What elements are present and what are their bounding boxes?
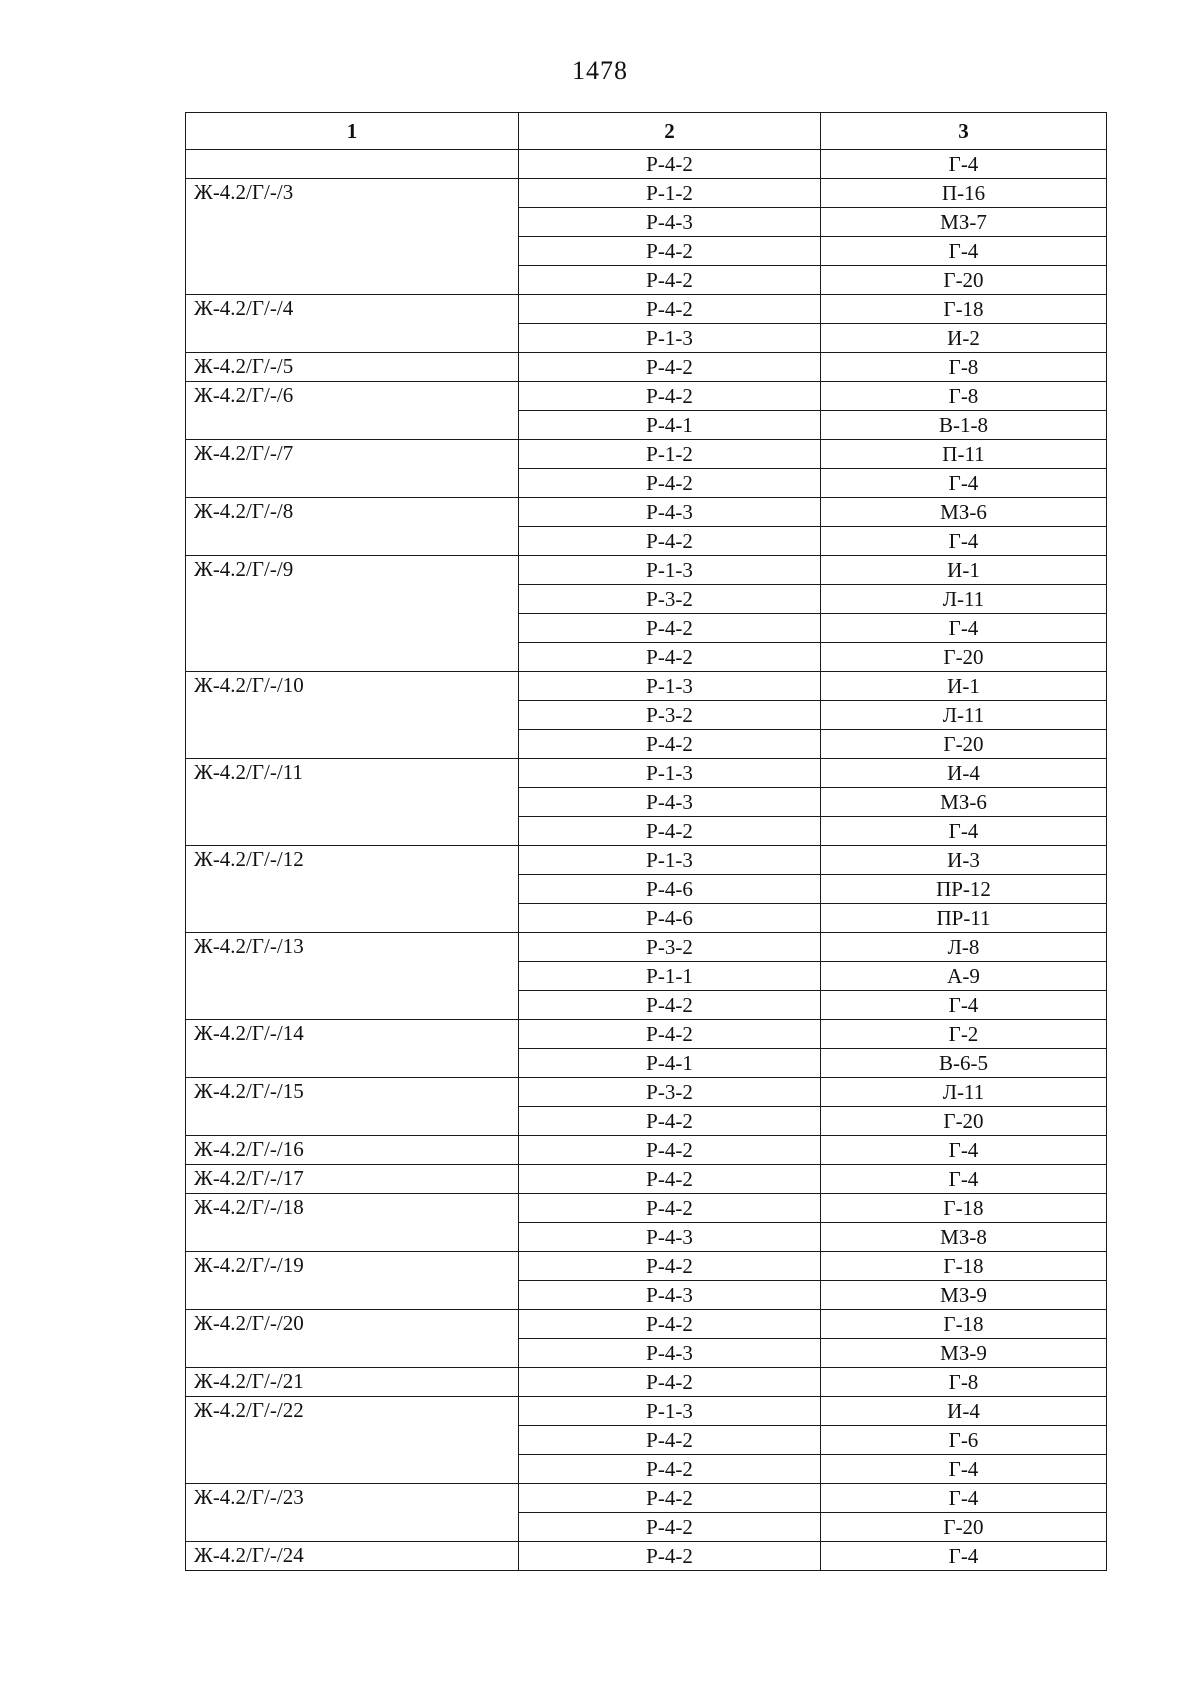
column-2-cell: Р-1-2 <box>519 179 821 208</box>
column-3-cell: Г-4 <box>821 1165 1107 1194</box>
row-key-cell: Ж-4.2/Г/-/22 <box>186 1397 519 1484</box>
table-row <box>186 1368 1107 1397</box>
table-header <box>186 113 1107 150</box>
column-3-cell: Г-4 <box>821 817 1107 846</box>
table-row <box>186 295 1107 324</box>
row-key-cell: Ж-4.2/Г/-/14 <box>186 1020 519 1078</box>
column-3-cell: Г-4 <box>821 237 1107 266</box>
row-key-cell: Ж-4.2/Г/-/18 <box>186 1194 519 1252</box>
table-row <box>186 179 1107 208</box>
column-2-cell: Р-4-3 <box>519 788 821 817</box>
column-2-cell: Р-1-3 <box>519 672 821 701</box>
table-row <box>186 1165 1107 1194</box>
table-body <box>186 150 1107 1571</box>
column-3-cell: И-2 <box>821 324 1107 353</box>
column-2-cell: Р-4-2 <box>519 237 821 266</box>
column-3-cell: Г-18 <box>821 1310 1107 1339</box>
column-2-cell: Р-4-2 <box>519 643 821 672</box>
data-table <box>185 112 1107 1571</box>
row-key-cell: Ж-4.2/Г/-/15 <box>186 1078 519 1136</box>
row-key-cell: Ж-4.2/Г/-/17 <box>186 1165 519 1194</box>
column-3-cell: П-11 <box>821 440 1107 469</box>
table-row <box>186 1310 1107 1339</box>
table-row <box>186 382 1107 411</box>
column-2-cell: Р-4-3 <box>519 1223 821 1252</box>
column-3-cell: Г-4 <box>821 1542 1107 1571</box>
column-2-cell: Р-4-2 <box>519 150 821 179</box>
column-3-cell: Г-20 <box>821 1513 1107 1542</box>
row-key-cell: Ж-4.2/Г/-/7 <box>186 440 519 498</box>
column-2-cell: Р-4-2 <box>519 1194 821 1223</box>
column-3-cell: МЗ-6 <box>821 788 1107 817</box>
row-key-cell: Ж-4.2/Г/-/13 <box>186 933 519 1020</box>
column-3-cell: А-9 <box>821 962 1107 991</box>
column-3-cell: ПР-12 <box>821 875 1107 904</box>
row-key-cell: Ж-4.2/Г/-/23 <box>186 1484 519 1542</box>
column-3-cell: Л-11 <box>821 701 1107 730</box>
column-2-cell: Р-4-6 <box>519 904 821 933</box>
column-3-cell: ПР-11 <box>821 904 1107 933</box>
column-2-cell: Р-1-3 <box>519 759 821 788</box>
table-row <box>186 1078 1107 1107</box>
column-2-cell: Р-4-2 <box>519 469 821 498</box>
table-row <box>186 933 1107 962</box>
column-2-cell: Р-4-2 <box>519 1542 821 1571</box>
header-row <box>186 113 1107 150</box>
column-3-cell: И-4 <box>821 1397 1107 1426</box>
table-row <box>186 1020 1107 1049</box>
column-2-cell: Р-3-2 <box>519 701 821 730</box>
column-2-cell: Р-1-1 <box>519 962 821 991</box>
row-key-cell: Ж-4.2/Г/-/6 <box>186 382 519 440</box>
column-2-cell: Р-4-2 <box>519 353 821 382</box>
row-key-cell: Ж-4.2/Г/-/3 <box>186 179 519 295</box>
column-2-cell: Р-4-2 <box>519 614 821 643</box>
column-header-3: 3 <box>821 113 1107 150</box>
table-row <box>186 1136 1107 1165</box>
column-2-cell: Р-4-2 <box>519 730 821 759</box>
column-2-cell: Р-4-2 <box>519 1513 821 1542</box>
column-3-cell: МЗ-6 <box>821 498 1107 527</box>
column-3-cell: Г-18 <box>821 1252 1107 1281</box>
column-3-cell: Г-6 <box>821 1426 1107 1455</box>
column-header-1: 1 <box>186 113 519 150</box>
column-3-cell: Л-8 <box>821 933 1107 962</box>
row-key-cell: Ж-4.2/Г/-/5 <box>186 353 519 382</box>
row-key-cell: Ж-4.2/Г/-/12 <box>186 846 519 933</box>
table-row <box>186 1397 1107 1426</box>
column-3-cell: МЗ-7 <box>821 208 1107 237</box>
column-3-cell: Г-4 <box>821 1484 1107 1513</box>
column-3-cell: П-16 <box>821 179 1107 208</box>
table-row <box>186 353 1107 382</box>
column-2-cell: Р-4-2 <box>519 1426 821 1455</box>
column-2-cell: Р-4-2 <box>519 817 821 846</box>
column-2-cell: Р-4-2 <box>519 1455 821 1484</box>
column-2-cell: Р-4-2 <box>519 295 821 324</box>
column-3-cell: Г-4 <box>821 150 1107 179</box>
column-3-cell: Г-18 <box>821 1194 1107 1223</box>
column-2-cell: Р-4-3 <box>519 208 821 237</box>
column-3-cell: И-1 <box>821 672 1107 701</box>
column-header-2: 2 <box>519 113 821 150</box>
column-2-cell: Р-4-1 <box>519 411 821 440</box>
column-3-cell: Л-11 <box>821 1078 1107 1107</box>
column-2-cell: Р-1-3 <box>519 1397 821 1426</box>
column-3-cell: Г-4 <box>821 1136 1107 1165</box>
column-3-cell: Г-4 <box>821 1455 1107 1484</box>
row-key-cell: Ж-4.2/Г/-/8 <box>186 498 519 556</box>
table-row <box>186 440 1107 469</box>
column-3-cell: МЗ-9 <box>821 1281 1107 1310</box>
row-key-cell: Ж-4.2/Г/-/11 <box>186 759 519 846</box>
row-key-cell: Ж-4.2/Г/-/20 <box>186 1310 519 1368</box>
column-3-cell: И-1 <box>821 556 1107 585</box>
column-2-cell: Р-3-2 <box>519 585 821 614</box>
column-3-cell: Г-20 <box>821 643 1107 672</box>
column-2-cell: Р-4-2 <box>519 1020 821 1049</box>
table-row <box>186 1542 1107 1571</box>
column-2-cell: Р-4-2 <box>519 266 821 295</box>
column-2-cell: Р-4-2 <box>519 1165 821 1194</box>
column-2-cell: Р-1-3 <box>519 324 821 353</box>
column-2-cell: Р-4-2 <box>519 1368 821 1397</box>
table-row <box>186 556 1107 585</box>
row-key-cell: Ж-4.2/Г/-/19 <box>186 1252 519 1310</box>
row-key-cell: Ж-4.2/Г/-/4 <box>186 295 519 353</box>
column-2-cell: Р-4-3 <box>519 498 821 527</box>
column-2-cell: Р-4-2 <box>519 1136 821 1165</box>
column-2-cell: Р-4-3 <box>519 1281 821 1310</box>
column-3-cell: Г-2 <box>821 1020 1107 1049</box>
column-3-cell: МЗ-9 <box>821 1339 1107 1368</box>
column-2-cell: Р-4-2 <box>519 1484 821 1513</box>
row-key-cell: Ж-4.2/Г/-/16 <box>186 1136 519 1165</box>
column-2-cell: Р-1-3 <box>519 846 821 875</box>
column-3-cell: Г-4 <box>821 614 1107 643</box>
column-2-cell: Р-4-2 <box>519 1310 821 1339</box>
column-3-cell: В-1-8 <box>821 411 1107 440</box>
column-2-cell: Р-1-3 <box>519 556 821 585</box>
column-3-cell: Г-8 <box>821 382 1107 411</box>
row-key-cell: Ж-4.2/Г/-/21 <box>186 1368 519 1397</box>
column-3-cell: Г-4 <box>821 469 1107 498</box>
row-key-cell: Ж-4.2/Г/-/24 <box>186 1542 519 1571</box>
column-3-cell: Г-8 <box>821 353 1107 382</box>
table-row <box>186 846 1107 875</box>
table-row <box>186 498 1107 527</box>
column-2-cell: Р-1-2 <box>519 440 821 469</box>
column-2-cell: Р-3-2 <box>519 1078 821 1107</box>
column-3-cell: Г-8 <box>821 1368 1107 1397</box>
column-2-cell: Р-4-6 <box>519 875 821 904</box>
column-3-cell: В-6-5 <box>821 1049 1107 1078</box>
row-key-cell: Ж-4.2/Г/-/10 <box>186 672 519 759</box>
column-3-cell: Г-4 <box>821 527 1107 556</box>
column-2-cell: Р-3-2 <box>519 933 821 962</box>
column-3-cell: МЗ-8 <box>821 1223 1107 1252</box>
page-number: 1478 <box>572 56 628 85</box>
column-3-cell: Г-4 <box>821 991 1107 1020</box>
column-3-cell: Г-18 <box>821 295 1107 324</box>
column-2-cell: Р-4-2 <box>519 382 821 411</box>
row-key-cell <box>186 150 519 179</box>
table-row <box>186 1252 1107 1281</box>
column-2-cell: Р-4-2 <box>519 1252 821 1281</box>
table-row <box>186 1194 1107 1223</box>
column-3-cell: Г-20 <box>821 1107 1107 1136</box>
column-3-cell: И-4 <box>821 759 1107 788</box>
table-row <box>186 1484 1107 1513</box>
table-row <box>186 672 1107 701</box>
table-row <box>186 759 1107 788</box>
column-3-cell: Л-11 <box>821 585 1107 614</box>
column-3-cell: Г-20 <box>821 730 1107 759</box>
row-key-cell: Ж-4.2/Г/-/9 <box>186 556 519 672</box>
column-2-cell: Р-4-2 <box>519 527 821 556</box>
table-row <box>186 150 1107 179</box>
column-3-cell: Г-20 <box>821 266 1107 295</box>
column-2-cell: Р-4-1 <box>519 1049 821 1078</box>
column-2-cell: Р-4-2 <box>519 1107 821 1136</box>
column-2-cell: Р-4-2 <box>519 991 821 1020</box>
column-3-cell: И-3 <box>821 846 1107 875</box>
column-2-cell: Р-4-3 <box>519 1339 821 1368</box>
